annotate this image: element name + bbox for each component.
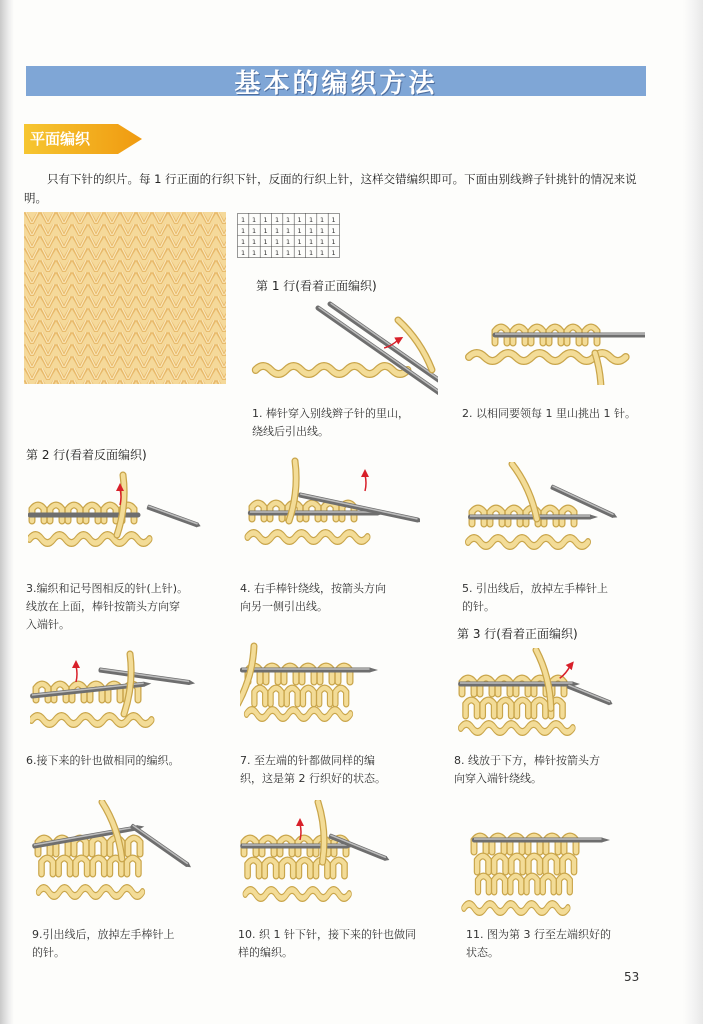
knitted-swatch-image — [24, 212, 226, 384]
step-7-illustration — [240, 640, 390, 740]
step-1-illustration — [248, 300, 438, 395]
page-edge — [683, 0, 703, 1024]
page-title: 基本的编织方法 — [234, 68, 438, 99]
step-8-illustration — [458, 648, 628, 748]
step-10-caption: 10. 织 1 针下针，接下来的针也做同 样的编织。 — [238, 928, 416, 959]
step-6-caption: 6.接下来的针也做相同的编织。 — [26, 754, 180, 767]
section-label: 平面编织 — [30, 130, 91, 148]
step-3-caption: 3.编织和记号图相反的针(上针)。 线放在上面，棒针按箭头方向穿 入端针。 — [26, 582, 189, 631]
step-2-caption: 2. 以相同要领每 1 里山挑出 1 针。 — [462, 407, 636, 420]
svg-text:1: 1 — [275, 216, 280, 224]
step-4-caption: 4. 右手棒针绕线，按箭头方向 向另一侧引出线。 — [240, 582, 386, 613]
row1-heading: 第 1 行(看着正面编织) — [256, 279, 377, 293]
row3-heading: 第 3 行(看着正面编织) — [457, 627, 578, 641]
step-9-caption: 9.引出线后，放掉左手棒针上 的针。 — [32, 928, 175, 959]
stitch-chart-grid — [237, 213, 341, 259]
step-1-caption: 1. 棒针穿入别线辫子针的里山， 绕线后引出线。 — [252, 407, 409, 438]
svg-text:1: 1 — [286, 216, 291, 224]
step-6-illustration — [30, 650, 200, 750]
svg-text:1: 1 — [252, 216, 257, 224]
svg-text:1: 1 — [320, 216, 325, 224]
step-3-illustration — [28, 465, 208, 575]
step-11-caption: 11. 图为第 3 行至左端织好的 状态。 — [466, 928, 611, 959]
step-4-illustration — [240, 455, 420, 570]
svg-text:1: 1 — [241, 216, 246, 224]
book-binding-shadow — [0, 0, 14, 1024]
step-10-illustration — [240, 800, 400, 920]
step-8-caption: 8. 线放于下方，棒针按箭头方 向穿入端针绕线。 — [454, 754, 600, 785]
step-2-illustration — [465, 305, 645, 385]
svg-text:1: 1 — [331, 216, 336, 224]
step-7-caption: 7. 至左端的针都做同样的编 织，这是第 2 行织好的状态。 — [240, 754, 386, 785]
row2-heading: 第 2 行(看着反面编织) — [26, 448, 147, 462]
step-11-illustration — [460, 812, 620, 927]
svg-text:1: 1 — [309, 216, 314, 224]
section-tag — [24, 122, 144, 156]
step-5-caption: 5. 引出线后，放掉左手棒针上 的针。 — [462, 582, 608, 613]
title-banner — [26, 66, 646, 99]
page-number: 53 — [624, 970, 640, 984]
svg-text:1: 1 — [297, 216, 302, 224]
step-9-illustration — [32, 800, 192, 920]
intro-paragraph: 只有下针的织片。每 1 行正面的行织下针，反面的行织上针，这样交错编织即可。下面由别线辫子针挑针的情况来说明。 — [24, 172, 637, 205]
step-5-illustration — [462, 462, 637, 572]
svg-text:1: 1 — [263, 216, 268, 224]
